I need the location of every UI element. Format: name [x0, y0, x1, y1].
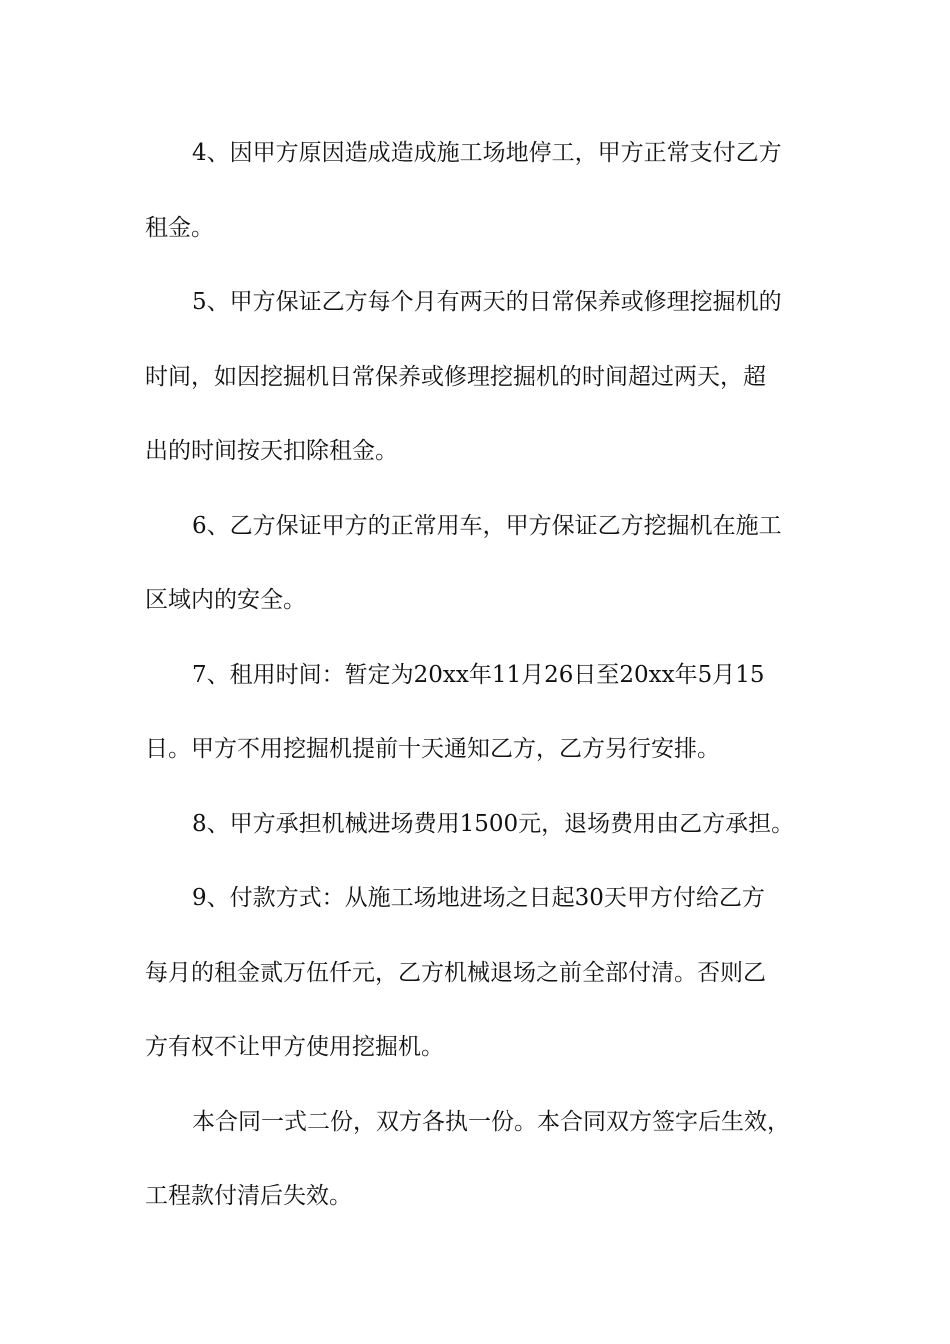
paragraph-line: 方有权不让甲方使用挖掘机。: [145, 1034, 444, 1060]
paragraph-line: 时间，如因挖掘机日常保养或修理挖掘机的时间超过两天，超: [145, 363, 766, 390]
paragraph-line: 6、乙方保证甲方的正常用车，甲方保证乙方挖掘机在施工: [192, 512, 782, 539]
paragraph-line: 工程款付清后失效。: [145, 1183, 352, 1209]
clause-7: [145, 650, 807, 799]
paragraph-line: 租金。: [145, 214, 214, 241]
paragraph-line: 日。甲方不用挖掘机提前十天通知乙方，乙方另行安排。: [145, 736, 720, 762]
paragraph-line: 本合同一式二份，双方各执一份。本合同双方签字后生效，: [192, 1108, 790, 1135]
clause-5: [145, 277, 807, 501]
clause-9: [145, 873, 807, 1097]
contract-body: [145, 128, 807, 1246]
paragraph-line: 4、因甲方原因造成造成施工场地停工，甲方正常支付乙方: [192, 140, 782, 166]
closing-paragraph: [145, 1097, 807, 1246]
paragraph-line: 7、租用时间：暂定为20xx年11月26日至20xx年5月15: [192, 661, 765, 688]
paragraph-line: 8、甲方承担机械进场费用1500元，退场费用由乙方承担。: [192, 810, 795, 837]
clause-8: [145, 799, 807, 874]
paragraph-line: 出的时间按天扣除租金。: [145, 438, 398, 464]
clause-4: [145, 128, 807, 277]
paragraph-line: 5、甲方保证乙方每个月有两天的日常保养或修理挖掘机的: [192, 289, 782, 315]
paragraph-line: 区域内的安全。: [145, 587, 306, 613]
paragraph-line: 每月的租金贰万伍仟元，乙方机械退场之前全部付清。否则乙: [145, 959, 766, 986]
clause-6: [145, 501, 807, 650]
paragraph-line: 9、付款方式：从施工场地进场之日起30天甲方付给乙方: [192, 885, 765, 911]
